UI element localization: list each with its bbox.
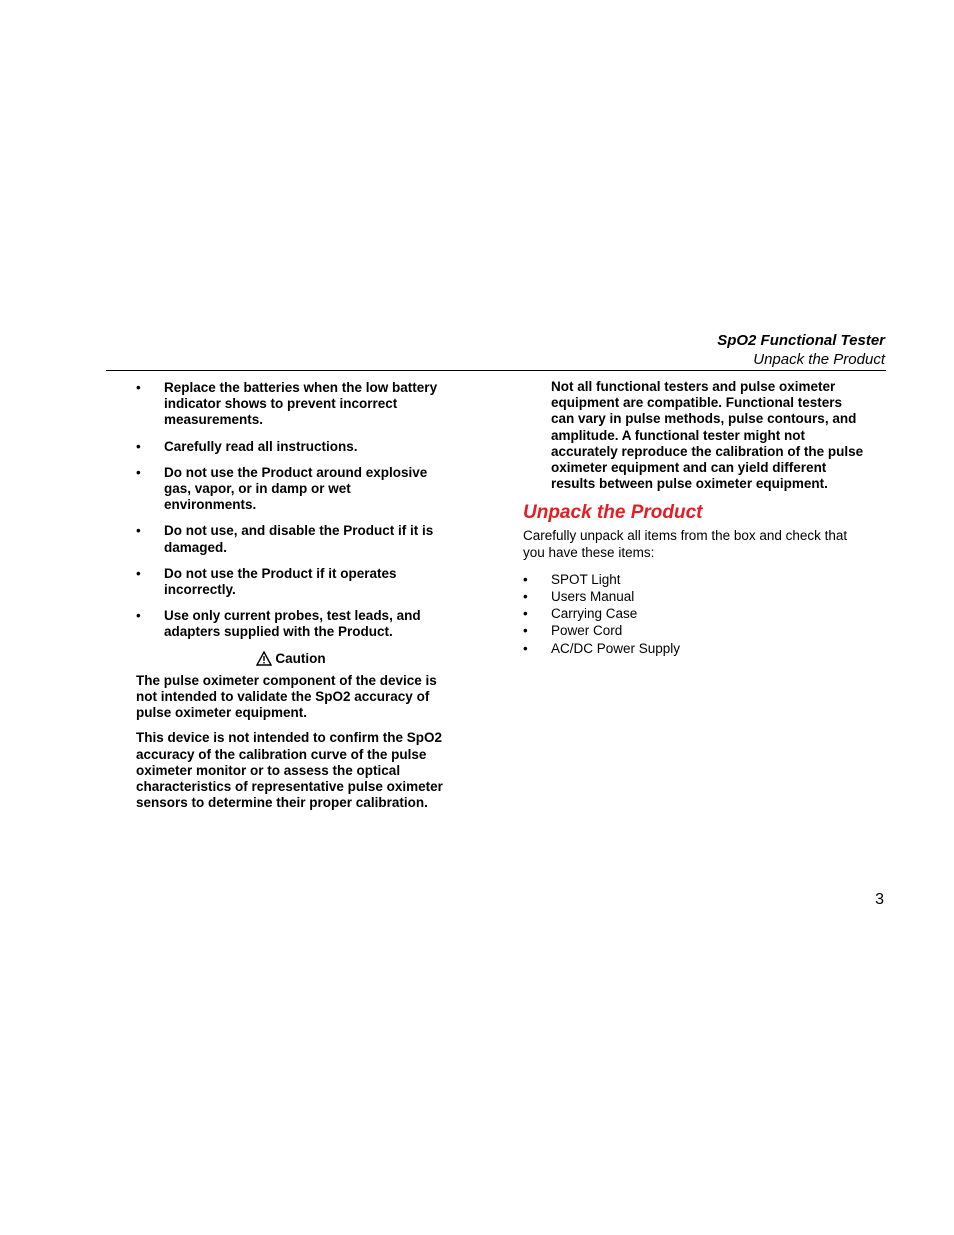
item-label: Carrying Case [551, 606, 638, 622]
section-heading: Unpack the Product [523, 502, 703, 524]
list-item [136, 608, 446, 640]
document-title: SpO2 Functional Tester [717, 332, 885, 349]
bullet-icon: • [523, 571, 528, 587]
list-item [136, 465, 446, 514]
running-header [717, 331, 885, 369]
section-subtitle: Unpack the Product [753, 351, 885, 368]
item-label: Users Manual [551, 589, 635, 605]
caution-text [136, 673, 446, 812]
bullet-icon: • [136, 380, 141, 395]
caution-paragraph: The pulse oximeter component of the device is not intended to validate the SpO2 accuracy of pulse oximeter equipment. [136, 672, 437, 721]
header-divider [106, 370, 886, 371]
warning-text: Do not use the Product around explosive gas, vapor, or in damp or wet environments. [164, 464, 428, 513]
item-label: Power Cord [551, 623, 623, 639]
bullet-icon: • [523, 589, 528, 605]
caution-heading [136, 651, 446, 667]
warning-text: Replace the batteries when the low battery indicator shows to prevent incorrect measurements. [164, 380, 438, 428]
list-item [523, 640, 868, 657]
section-intro: Carefully unpack all items from the box and check that you have these items: [523, 528, 848, 560]
bullet-icon: • [136, 438, 141, 454]
left-column [136, 380, 446, 820]
warning-list [136, 380, 446, 641]
list-item [523, 605, 868, 622]
caution-label: Caution [275, 650, 326, 666]
list-item [523, 588, 868, 605]
bullet-icon: • [136, 523, 141, 539]
warning-text: Do not use the Product if it operates incorrectly. [164, 565, 397, 598]
bullet-icon: • [523, 640, 528, 656]
package-contents-list [523, 571, 868, 657]
list-item [523, 571, 868, 588]
item-label: SPOT Light [551, 571, 621, 587]
list-item [136, 380, 446, 429]
list-item [136, 439, 446, 455]
list-item [136, 523, 446, 555]
warning-triangle-icon [256, 651, 272, 666]
list-item [136, 566, 446, 598]
warning-text: Carefully read all instructions. [164, 438, 358, 454]
list-item [523, 622, 868, 639]
warning-text: Use only current probes, test leads, and adapters supplied with the Product. [164, 608, 421, 640]
bullet-icon: • [136, 608, 141, 624]
bullet-icon: • [523, 606, 528, 622]
compatibility-note: Not all functional testers and pulse oximeter equipment are compatible. Functional testers can vary in pulse methods, pulse contours, and amplitude. A functional tester might not accurately reproduce the calibration of the pulse oximeter equipment and can yield different results between pulse oximeter equipment. [551, 379, 864, 492]
bullet-icon: • [136, 565, 141, 581]
bullet-icon: • [523, 623, 528, 639]
page-number: 3 [875, 891, 884, 908]
caution-paragraph: This device is not intended to confirm the SpO2 accuracy of the calibration curve of the pulse oximeter monitor or to assess the optical characteristics of representative pulse oximeter sensors to determine their proper calibration. [136, 730, 443, 811]
warning-text: Do not use, and disable the Product if it is damaged. [164, 523, 434, 555]
right-column [523, 379, 868, 657]
item-label: AC/DC Power Supply [551, 640, 681, 656]
bullet-icon: • [136, 464, 141, 480]
